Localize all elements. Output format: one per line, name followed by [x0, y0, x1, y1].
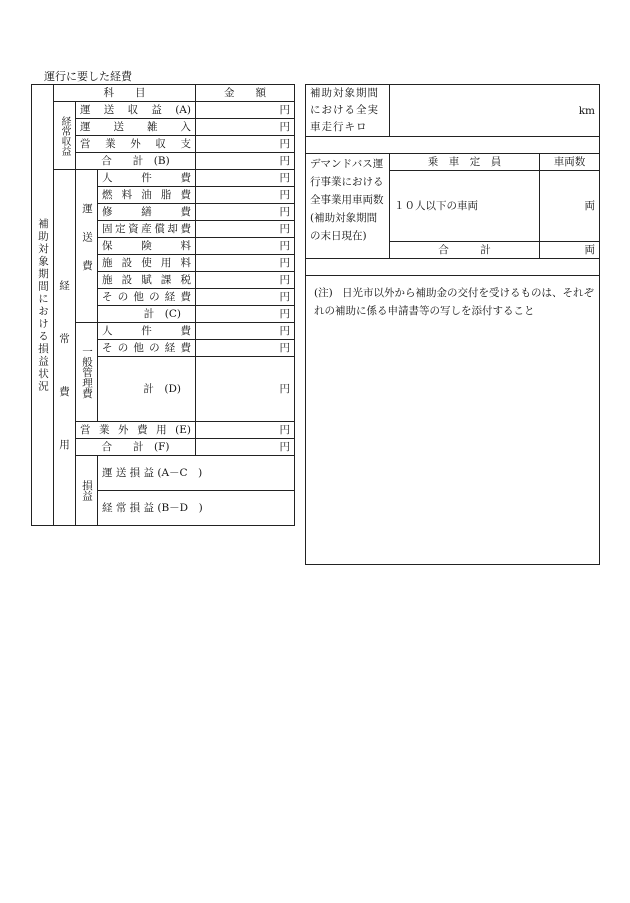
row-label: 燃 料 油 脂 費 — [98, 187, 196, 204]
row-label: 修 繕 費 — [98, 204, 196, 221]
amount-cell[interactable]: 円 — [196, 306, 295, 323]
row-label: そ の 他 の 経 費 — [98, 289, 196, 306]
general-admin-label: 一般管理費 — [76, 323, 98, 422]
note — [314, 284, 596, 320]
amount-cell[interactable]: 円 — [196, 422, 295, 439]
row-label: 保 険 料 — [98, 238, 196, 255]
amount-cell[interactable]: 円 — [196, 187, 295, 204]
row-label: そ の 他 の 経 費 — [98, 340, 196, 357]
page-title: 運行に要した経費 — [44, 70, 132, 83]
row-label: 合 計 (F) — [76, 439, 196, 456]
amount-cell[interactable]: 円 — [196, 204, 295, 221]
row-label: 施 設 使 用 料 — [98, 255, 196, 272]
row-label: 営 業 外 費 用 (E) — [76, 422, 196, 439]
amount-cell[interactable]: 円 — [196, 323, 295, 340]
mileage-label: 補助対象期間における全実車走行キロ — [306, 85, 390, 137]
vehicles-unit[interactable]: 両 — [540, 171, 600, 242]
amount-cell[interactable]: 円 — [196, 289, 295, 306]
amount-cell[interactable]: 円 — [196, 102, 295, 119]
profit-loss-table — [31, 84, 295, 526]
profit-loss-status-label: 補助対象期間における損益状況 — [32, 85, 54, 526]
row-label: 営 業 外 収 支 — [76, 136, 196, 153]
profit-loss-label: 損益 — [76, 456, 98, 526]
spacer-row — [306, 259, 600, 276]
demand-bus-label: デマンドバス運行事業における全事業用車両数(補助対象期間の末日現在) — [306, 154, 390, 259]
total-unit[interactable]: 両 — [540, 242, 600, 259]
row-label: 運 送 収 益 (A) — [76, 102, 196, 119]
amount-cell[interactable]: 円 — [196, 170, 295, 187]
row-label: 計 (C) — [98, 306, 196, 323]
amount-cell[interactable]: 円 — [196, 221, 295, 238]
row-label: 固定資産償却費 — [98, 221, 196, 238]
note-text: 日光市以外から補助金の交付を受けるものは、それぞれの補助に係る申請書等の写しを添付すること — [314, 287, 594, 317]
table-header-row — [32, 85, 295, 102]
header-item: 科 目 — [54, 85, 196, 102]
row-label: 運 送 損 益 (A－C ) — [98, 456, 295, 491]
amount-cell[interactable]: 円 — [196, 340, 295, 357]
amount-cell[interactable]: 円 — [196, 153, 295, 170]
amount-cell[interactable]: 円 — [196, 119, 295, 136]
row-label: 経 常 損 益 (B－D ) — [98, 491, 295, 526]
row-label: 施 設 賦 課 税 — [98, 272, 196, 289]
spacer-row — [306, 137, 600, 154]
ordinary-income-label: 経常収益 — [54, 102, 76, 170]
amount-cell[interactable]: 円 — [196, 439, 295, 456]
ordinary-expense-label: 経 常 費 用 — [54, 170, 76, 526]
row-label: 運 送 雑 入 — [76, 119, 196, 136]
amount-cell[interactable]: 円 — [196, 272, 295, 289]
capacity-header: 乗 車 定 員 — [390, 154, 540, 171]
transport-cost-label: 運送費 — [76, 170, 98, 323]
total-label: 合 計 — [390, 242, 540, 259]
table-row — [32, 170, 295, 187]
header-amount: 金 額 — [196, 85, 295, 102]
amount-cell[interactable]: 円 — [196, 357, 295, 422]
amount-cell[interactable]: 円 — [196, 238, 295, 255]
vehicles-header: 車両数 — [540, 154, 600, 171]
capacity-value: １０人以下の車両 — [390, 171, 540, 242]
row-label: 人 件 費 — [98, 323, 196, 340]
note-label: (注) — [314, 287, 333, 299]
vehicle-info-table — [305, 84, 600, 565]
row-label: 人 件 費 — [98, 170, 196, 187]
mileage-unit[interactable]: km — [390, 85, 600, 137]
row-label: 計 (D) — [98, 357, 196, 422]
table-row — [32, 102, 295, 119]
row-label: 合 計 (B) — [76, 153, 196, 170]
amount-cell[interactable]: 円 — [196, 255, 295, 272]
amount-cell[interactable]: 円 — [196, 136, 295, 153]
